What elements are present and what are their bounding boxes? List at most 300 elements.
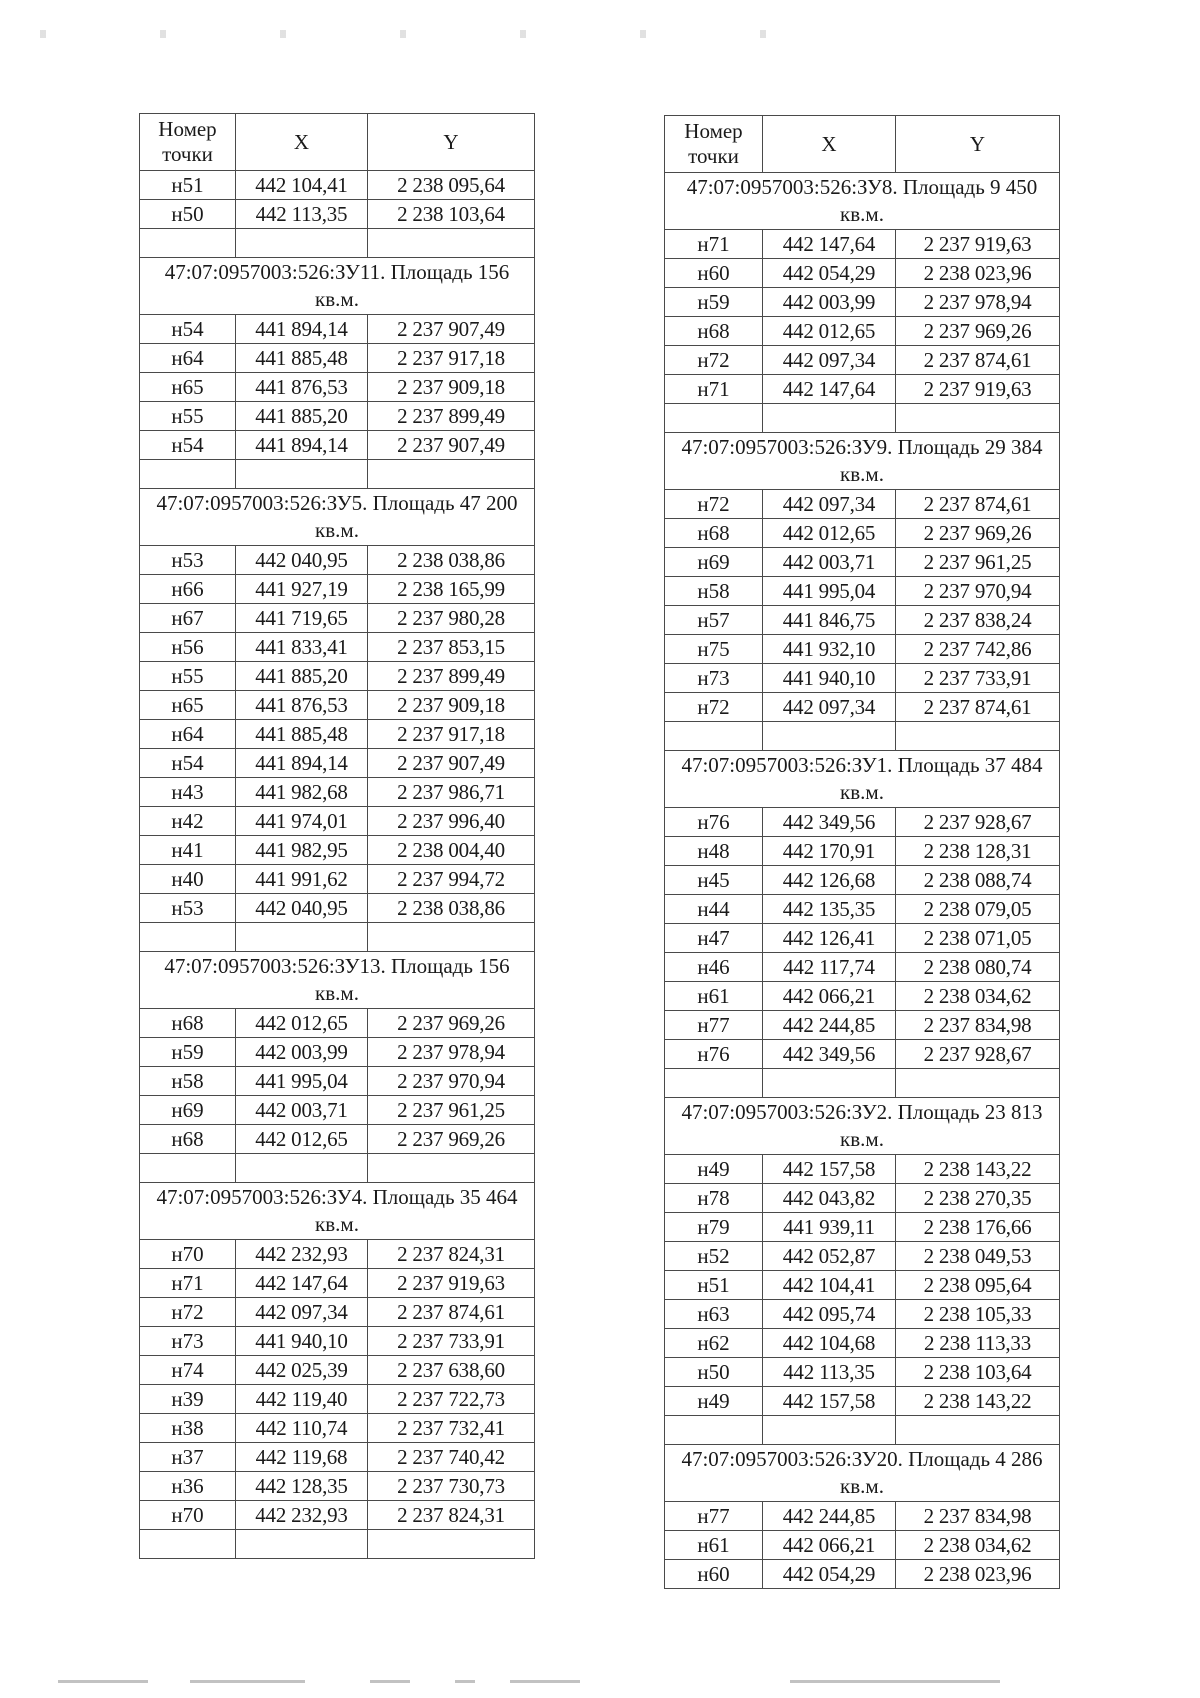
point-number: н76 bbox=[665, 808, 763, 837]
blank-row bbox=[665, 404, 1060, 433]
x-coordinate: 442 095,74 bbox=[763, 1300, 896, 1329]
x-coordinate: 442 040,95 bbox=[236, 546, 368, 575]
table-row bbox=[665, 230, 1060, 259]
y-coordinate: 2 237 874,61 bbox=[896, 693, 1060, 722]
point-number: н54 bbox=[140, 431, 236, 460]
x-coordinate: 442 126,68 bbox=[763, 866, 896, 895]
y-coordinate: 2 237 638,60 bbox=[368, 1356, 535, 1385]
point-number: н62 bbox=[665, 1329, 763, 1358]
point-number: н77 bbox=[665, 1011, 763, 1040]
blank-cell bbox=[763, 1069, 896, 1098]
table-row bbox=[665, 1531, 1060, 1560]
header-x: X bbox=[763, 116, 896, 173]
x-coordinate: 442 126,41 bbox=[763, 924, 896, 953]
table-row bbox=[140, 1240, 535, 1269]
point-number: н55 bbox=[140, 662, 236, 691]
point-number: н39 bbox=[140, 1385, 236, 1414]
table-row bbox=[140, 1414, 535, 1443]
y-coordinate: 2 238 038,86 bbox=[368, 546, 535, 575]
point-number: н40 bbox=[140, 865, 236, 894]
y-coordinate: 2 237 907,49 bbox=[368, 749, 535, 778]
blank-cell bbox=[896, 722, 1060, 751]
point-number: н71 bbox=[665, 230, 763, 259]
blank-row bbox=[140, 1530, 535, 1559]
point-number: н43 bbox=[140, 778, 236, 807]
blank-cell bbox=[368, 923, 535, 952]
table-row bbox=[665, 1213, 1060, 1242]
y-coordinate: 2 237 824,31 bbox=[368, 1240, 535, 1269]
x-coordinate: 442 113,35 bbox=[763, 1358, 896, 1387]
point-number: н58 bbox=[140, 1067, 236, 1096]
point-number: н65 bbox=[140, 691, 236, 720]
blank-cell bbox=[368, 1530, 535, 1559]
table-row bbox=[665, 635, 1060, 664]
x-coordinate: 441 982,68 bbox=[236, 778, 368, 807]
x-coordinate: 441 939,11 bbox=[763, 1213, 896, 1242]
table-row bbox=[665, 490, 1060, 519]
y-coordinate: 2 238 103,64 bbox=[896, 1358, 1060, 1387]
table-row bbox=[665, 1011, 1060, 1040]
y-coordinate: 2 238 023,96 bbox=[896, 1560, 1060, 1589]
point-number: н36 bbox=[140, 1472, 236, 1501]
point-number: н68 bbox=[665, 317, 763, 346]
x-coordinate: 442 012,65 bbox=[763, 519, 896, 548]
x-coordinate: 442 104,41 bbox=[763, 1271, 896, 1300]
point-number: н78 bbox=[665, 1184, 763, 1213]
parcel-title: 47:07:0957003:526:ЗУ1. Площадь 37 484 кв.м. bbox=[665, 751, 1060, 808]
blank-cell bbox=[896, 404, 1060, 433]
point-number: н51 bbox=[140, 171, 236, 200]
table-row bbox=[140, 1298, 535, 1327]
x-coordinate: 442 003,71 bbox=[763, 548, 896, 577]
parcel-title: 47:07:0957003:526:ЗУ11. Площадь 156 кв.м. bbox=[140, 258, 535, 315]
point-number: н58 bbox=[665, 577, 763, 606]
table-row bbox=[665, 1358, 1060, 1387]
table-row bbox=[665, 1560, 1060, 1589]
y-coordinate: 2 237 969,26 bbox=[368, 1125, 535, 1154]
x-coordinate: 442 104,68 bbox=[763, 1329, 896, 1358]
table-row bbox=[665, 895, 1060, 924]
x-coordinate: 442 128,35 bbox=[236, 1472, 368, 1501]
x-coordinate: 441 991,62 bbox=[236, 865, 368, 894]
scan-artifact-bottom bbox=[510, 1680, 580, 1683]
table-row bbox=[140, 865, 535, 894]
x-coordinate: 442 054,29 bbox=[763, 1560, 896, 1589]
scan-artifact-bottom bbox=[370, 1680, 410, 1683]
x-coordinate: 442 147,64 bbox=[763, 375, 896, 404]
point-number: н68 bbox=[665, 519, 763, 548]
point-number: н54 bbox=[140, 749, 236, 778]
blank-row bbox=[140, 460, 535, 489]
table-row bbox=[665, 664, 1060, 693]
table-row bbox=[665, 577, 1060, 606]
y-coordinate: 2 237 874,61 bbox=[368, 1298, 535, 1327]
x-coordinate: 442 244,85 bbox=[763, 1502, 896, 1531]
parcel-title: 47:07:0957003:526:ЗУ20. Площадь 4 286 кв.м. bbox=[665, 1445, 1060, 1502]
y-coordinate: 2 237 874,61 bbox=[896, 490, 1060, 519]
point-number: н51 bbox=[665, 1271, 763, 1300]
x-coordinate: 442 117,74 bbox=[763, 953, 896, 982]
x-coordinate: 442 147,64 bbox=[236, 1269, 368, 1298]
point-number: н45 bbox=[665, 866, 763, 895]
x-coordinate: 441 894,14 bbox=[236, 315, 368, 344]
x-coordinate: 442 147,64 bbox=[763, 230, 896, 259]
table-row bbox=[140, 662, 535, 691]
y-coordinate: 2 237 733,91 bbox=[896, 664, 1060, 693]
point-number: н41 bbox=[140, 836, 236, 865]
y-coordinate: 2 238 071,05 bbox=[896, 924, 1060, 953]
blank-cell bbox=[236, 229, 368, 258]
y-coordinate: 2 237 874,61 bbox=[896, 346, 1060, 375]
parcel-title: 47:07:0957003:526:ЗУ2. Площадь 23 813 кв.м. bbox=[665, 1098, 1060, 1155]
y-coordinate: 2 237 740,42 bbox=[368, 1443, 535, 1472]
x-coordinate: 442 012,65 bbox=[763, 317, 896, 346]
blank-row bbox=[140, 1154, 535, 1183]
point-number: н70 bbox=[140, 1501, 236, 1530]
point-number: н73 bbox=[140, 1327, 236, 1356]
parcel-title-row bbox=[665, 1098, 1060, 1155]
point-number: н38 bbox=[140, 1414, 236, 1443]
y-coordinate: 2 238 034,62 bbox=[896, 982, 1060, 1011]
table-row bbox=[665, 866, 1060, 895]
table-header-row bbox=[665, 116, 1060, 173]
x-coordinate: 442 097,34 bbox=[763, 346, 896, 375]
x-coordinate: 442 170,91 bbox=[763, 837, 896, 866]
point-number: н57 bbox=[665, 606, 763, 635]
x-coordinate: 441 846,75 bbox=[763, 606, 896, 635]
point-number: н72 bbox=[140, 1298, 236, 1327]
parcel-title-row bbox=[665, 1445, 1060, 1502]
table-row bbox=[665, 693, 1060, 722]
x-coordinate: 441 974,01 bbox=[236, 807, 368, 836]
blank-cell bbox=[140, 1530, 236, 1559]
table-row bbox=[665, 288, 1060, 317]
point-number: н63 bbox=[665, 1300, 763, 1329]
x-coordinate: 442 232,93 bbox=[236, 1240, 368, 1269]
y-coordinate: 2 238 023,96 bbox=[896, 259, 1060, 288]
header-y: Y bbox=[368, 114, 535, 171]
blank-row bbox=[140, 923, 535, 952]
table-row bbox=[665, 548, 1060, 577]
table-row bbox=[140, 1269, 535, 1298]
y-coordinate: 2 237 853,15 bbox=[368, 633, 535, 662]
y-coordinate: 2 238 105,33 bbox=[896, 1300, 1060, 1329]
table-row bbox=[140, 373, 535, 402]
table-row bbox=[665, 1184, 1060, 1213]
coordinates-table-right bbox=[664, 115, 1060, 1589]
y-coordinate: 2 237 969,26 bbox=[896, 317, 1060, 346]
x-coordinate: 442 097,34 bbox=[763, 490, 896, 519]
table-row bbox=[140, 1067, 535, 1096]
point-number: н65 bbox=[140, 373, 236, 402]
table-row bbox=[665, 606, 1060, 635]
table-row bbox=[140, 1327, 535, 1356]
table-row bbox=[140, 171, 535, 200]
parcel-title-row bbox=[665, 433, 1060, 490]
x-coordinate: 442 054,29 bbox=[763, 259, 896, 288]
scan-artifact-top bbox=[40, 30, 820, 38]
point-number: н75 bbox=[665, 635, 763, 664]
x-coordinate: 442 349,56 bbox=[763, 808, 896, 837]
y-coordinate: 2 238 113,33 bbox=[896, 1329, 1060, 1358]
y-coordinate: 2 238 080,74 bbox=[896, 953, 1060, 982]
y-coordinate: 2 237 733,91 bbox=[368, 1327, 535, 1356]
table-row bbox=[140, 1443, 535, 1472]
y-coordinate: 2 237 834,98 bbox=[896, 1502, 1060, 1531]
table-row bbox=[140, 1356, 535, 1385]
blank-cell bbox=[665, 722, 763, 751]
point-number: н64 bbox=[140, 720, 236, 749]
table-row bbox=[140, 431, 535, 460]
parcel-title-row bbox=[140, 258, 535, 315]
x-coordinate: 442 110,74 bbox=[236, 1414, 368, 1443]
x-coordinate: 441 885,20 bbox=[236, 402, 368, 431]
y-coordinate: 2 238 176,66 bbox=[896, 1213, 1060, 1242]
point-number: н72 bbox=[665, 490, 763, 519]
x-coordinate: 442 097,34 bbox=[763, 693, 896, 722]
table-row bbox=[665, 317, 1060, 346]
x-coordinate: 441 876,53 bbox=[236, 373, 368, 402]
blank-cell bbox=[236, 923, 368, 952]
x-coordinate: 442 043,82 bbox=[763, 1184, 896, 1213]
y-coordinate: 2 238 143,22 bbox=[896, 1387, 1060, 1416]
parcel-title: 47:07:0957003:526:ЗУ13. Площадь 156 кв.м. bbox=[140, 952, 535, 1009]
blank-cell bbox=[368, 1154, 535, 1183]
y-coordinate: 2 238 004,40 bbox=[368, 836, 535, 865]
y-coordinate: 2 237 732,41 bbox=[368, 1414, 535, 1443]
parcel-title: 47:07:0957003:526:ЗУ4. Площадь 35 464 кв.м. bbox=[140, 1183, 535, 1240]
table-row bbox=[140, 720, 535, 749]
y-coordinate: 2 237 996,40 bbox=[368, 807, 535, 836]
blank-cell bbox=[665, 1069, 763, 1098]
blank-cell bbox=[236, 1530, 368, 1559]
y-coordinate: 2 238 165,99 bbox=[368, 575, 535, 604]
x-coordinate: 442 003,71 bbox=[236, 1096, 368, 1125]
point-number: н50 bbox=[665, 1358, 763, 1387]
point-number: н71 bbox=[140, 1269, 236, 1298]
y-coordinate: 2 238 049,53 bbox=[896, 1242, 1060, 1271]
x-coordinate: 441 876,53 bbox=[236, 691, 368, 720]
y-coordinate: 2 238 095,64 bbox=[368, 171, 535, 200]
point-number: н77 bbox=[665, 1502, 763, 1531]
y-coordinate: 2 237 986,71 bbox=[368, 778, 535, 807]
table-row bbox=[140, 1038, 535, 1067]
point-number: н49 bbox=[665, 1155, 763, 1184]
x-coordinate: 442 097,34 bbox=[236, 1298, 368, 1327]
table-row bbox=[665, 1387, 1060, 1416]
point-number: н79 bbox=[665, 1213, 763, 1242]
y-coordinate: 2 237 969,26 bbox=[896, 519, 1060, 548]
blank-row bbox=[140, 229, 535, 258]
y-coordinate: 2 238 128,31 bbox=[896, 837, 1060, 866]
table-row bbox=[665, 1329, 1060, 1358]
x-coordinate: 442 012,65 bbox=[236, 1125, 368, 1154]
point-number: н68 bbox=[140, 1125, 236, 1154]
table-row bbox=[140, 315, 535, 344]
y-coordinate: 2 237 919,63 bbox=[896, 230, 1060, 259]
table-row bbox=[665, 1242, 1060, 1271]
point-number: н76 bbox=[665, 1040, 763, 1069]
table-row bbox=[140, 575, 535, 604]
table-row bbox=[665, 1271, 1060, 1300]
point-number: н42 bbox=[140, 807, 236, 836]
point-number: н72 bbox=[665, 346, 763, 375]
point-number: н72 bbox=[665, 693, 763, 722]
blank-cell bbox=[665, 404, 763, 433]
table-row bbox=[665, 953, 1060, 982]
table-row bbox=[665, 519, 1060, 548]
blank-cell bbox=[763, 1416, 896, 1445]
x-coordinate: 442 003,99 bbox=[236, 1038, 368, 1067]
x-coordinate: 441 940,10 bbox=[763, 664, 896, 693]
blank-cell bbox=[140, 923, 236, 952]
point-number: н60 bbox=[665, 259, 763, 288]
table-row bbox=[140, 691, 535, 720]
x-coordinate: 441 932,10 bbox=[763, 635, 896, 664]
x-coordinate: 442 157,58 bbox=[763, 1155, 896, 1184]
point-number: н52 bbox=[665, 1242, 763, 1271]
y-coordinate: 2 237 907,49 bbox=[368, 431, 535, 460]
point-number: н61 bbox=[665, 982, 763, 1011]
y-coordinate: 2 237 978,94 bbox=[896, 288, 1060, 317]
y-coordinate: 2 237 899,49 bbox=[368, 402, 535, 431]
x-coordinate: 442 025,39 bbox=[236, 1356, 368, 1385]
blank-cell bbox=[368, 460, 535, 489]
point-number: н61 bbox=[665, 1531, 763, 1560]
table-row bbox=[140, 1096, 535, 1125]
x-coordinate: 441 885,48 bbox=[236, 720, 368, 749]
table-row bbox=[140, 807, 535, 836]
x-coordinate: 442 232,93 bbox=[236, 1501, 368, 1530]
y-coordinate: 2 237 919,63 bbox=[368, 1269, 535, 1298]
point-number: н44 bbox=[665, 895, 763, 924]
table-row bbox=[140, 894, 535, 923]
blank-cell bbox=[763, 722, 896, 751]
scan-artifact-bottom bbox=[190, 1680, 305, 1683]
table-row bbox=[665, 259, 1060, 288]
table-row bbox=[140, 1125, 535, 1154]
y-coordinate: 2 238 270,35 bbox=[896, 1184, 1060, 1213]
x-coordinate: 441 982,95 bbox=[236, 836, 368, 865]
y-coordinate: 2 237 980,28 bbox=[368, 604, 535, 633]
y-coordinate: 2 237 919,63 bbox=[896, 375, 1060, 404]
point-number: н60 bbox=[665, 1560, 763, 1589]
point-number: н59 bbox=[665, 288, 763, 317]
y-coordinate: 2 237 961,25 bbox=[368, 1096, 535, 1125]
parcel-title-row bbox=[665, 173, 1060, 230]
x-coordinate: 441 885,48 bbox=[236, 344, 368, 373]
y-coordinate: 2 237 917,18 bbox=[368, 720, 535, 749]
blank-cell bbox=[665, 1416, 763, 1445]
table-row bbox=[140, 200, 535, 229]
y-coordinate: 2 238 038,86 bbox=[368, 894, 535, 923]
x-coordinate: 441 995,04 bbox=[236, 1067, 368, 1096]
point-number: н53 bbox=[140, 894, 236, 923]
table-row bbox=[140, 1472, 535, 1501]
y-coordinate: 2 237 722,73 bbox=[368, 1385, 535, 1414]
x-coordinate: 442 244,85 bbox=[763, 1011, 896, 1040]
blank-cell bbox=[236, 460, 368, 489]
table-row bbox=[140, 836, 535, 865]
point-number: н48 bbox=[665, 837, 763, 866]
table-row bbox=[665, 375, 1060, 404]
parcel-title: 47:07:0957003:526:ЗУ5. Площадь 47 200 кв.м. bbox=[140, 489, 535, 546]
point-number: н64 bbox=[140, 344, 236, 373]
y-coordinate: 2 238 034,62 bbox=[896, 1531, 1060, 1560]
blank-cell bbox=[368, 229, 535, 258]
point-number: н69 bbox=[140, 1096, 236, 1125]
table-row bbox=[665, 808, 1060, 837]
y-coordinate: 2 237 994,72 bbox=[368, 865, 535, 894]
blank-row bbox=[665, 1416, 1060, 1445]
table-row bbox=[665, 982, 1060, 1011]
blank-row bbox=[665, 722, 1060, 751]
blank-cell bbox=[763, 404, 896, 433]
header-x: X bbox=[236, 114, 368, 171]
blank-row bbox=[665, 1069, 1060, 1098]
table-row bbox=[665, 1300, 1060, 1329]
y-coordinate: 2 238 079,05 bbox=[896, 895, 1060, 924]
y-coordinate: 2 238 103,64 bbox=[368, 200, 535, 229]
point-number: н47 bbox=[665, 924, 763, 953]
y-coordinate: 2 237 838,24 bbox=[896, 606, 1060, 635]
x-coordinate: 442 012,65 bbox=[236, 1009, 368, 1038]
point-number: н68 bbox=[140, 1009, 236, 1038]
x-coordinate: 442 066,21 bbox=[763, 1531, 896, 1560]
x-coordinate: 442 066,21 bbox=[763, 982, 896, 1011]
x-coordinate: 441 894,14 bbox=[236, 431, 368, 460]
table-row bbox=[140, 402, 535, 431]
point-number: н53 bbox=[140, 546, 236, 575]
table-row bbox=[140, 604, 535, 633]
point-number: н71 bbox=[665, 375, 763, 404]
point-number: н69 bbox=[665, 548, 763, 577]
y-coordinate: 2 238 143,22 bbox=[896, 1155, 1060, 1184]
point-number: н67 bbox=[140, 604, 236, 633]
y-coordinate: 2 237 834,98 bbox=[896, 1011, 1060, 1040]
table-row bbox=[665, 924, 1060, 953]
y-coordinate: 2 237 970,94 bbox=[368, 1067, 535, 1096]
y-coordinate: 2 237 961,25 bbox=[896, 548, 1060, 577]
table-row bbox=[140, 1385, 535, 1414]
point-number: н49 bbox=[665, 1387, 763, 1416]
x-coordinate: 442 040,95 bbox=[236, 894, 368, 923]
coordinates-table-left bbox=[139, 113, 535, 1559]
header-point-number: Номер точки bbox=[140, 114, 236, 171]
table-row bbox=[665, 837, 1060, 866]
point-number: н73 bbox=[665, 664, 763, 693]
x-coordinate: 441 833,41 bbox=[236, 633, 368, 662]
y-coordinate: 2 237 730,73 bbox=[368, 1472, 535, 1501]
parcel-title-row bbox=[665, 751, 1060, 808]
point-number: н66 bbox=[140, 575, 236, 604]
y-coordinate: 2 237 969,26 bbox=[368, 1009, 535, 1038]
point-number: н37 bbox=[140, 1443, 236, 1472]
table-header-row bbox=[140, 114, 535, 171]
y-coordinate: 2 237 928,67 bbox=[896, 808, 1060, 837]
blank-cell bbox=[896, 1069, 1060, 1098]
y-coordinate: 2 237 978,94 bbox=[368, 1038, 535, 1067]
header-y: Y bbox=[896, 116, 1060, 173]
x-coordinate: 442 135,35 bbox=[763, 895, 896, 924]
table-row bbox=[665, 1040, 1060, 1069]
point-number: н70 bbox=[140, 1240, 236, 1269]
y-coordinate: 2 237 909,18 bbox=[368, 691, 535, 720]
x-coordinate: 441 894,14 bbox=[236, 749, 368, 778]
x-coordinate: 441 719,65 bbox=[236, 604, 368, 633]
x-coordinate: 441 940,10 bbox=[236, 1327, 368, 1356]
table-row bbox=[140, 633, 535, 662]
